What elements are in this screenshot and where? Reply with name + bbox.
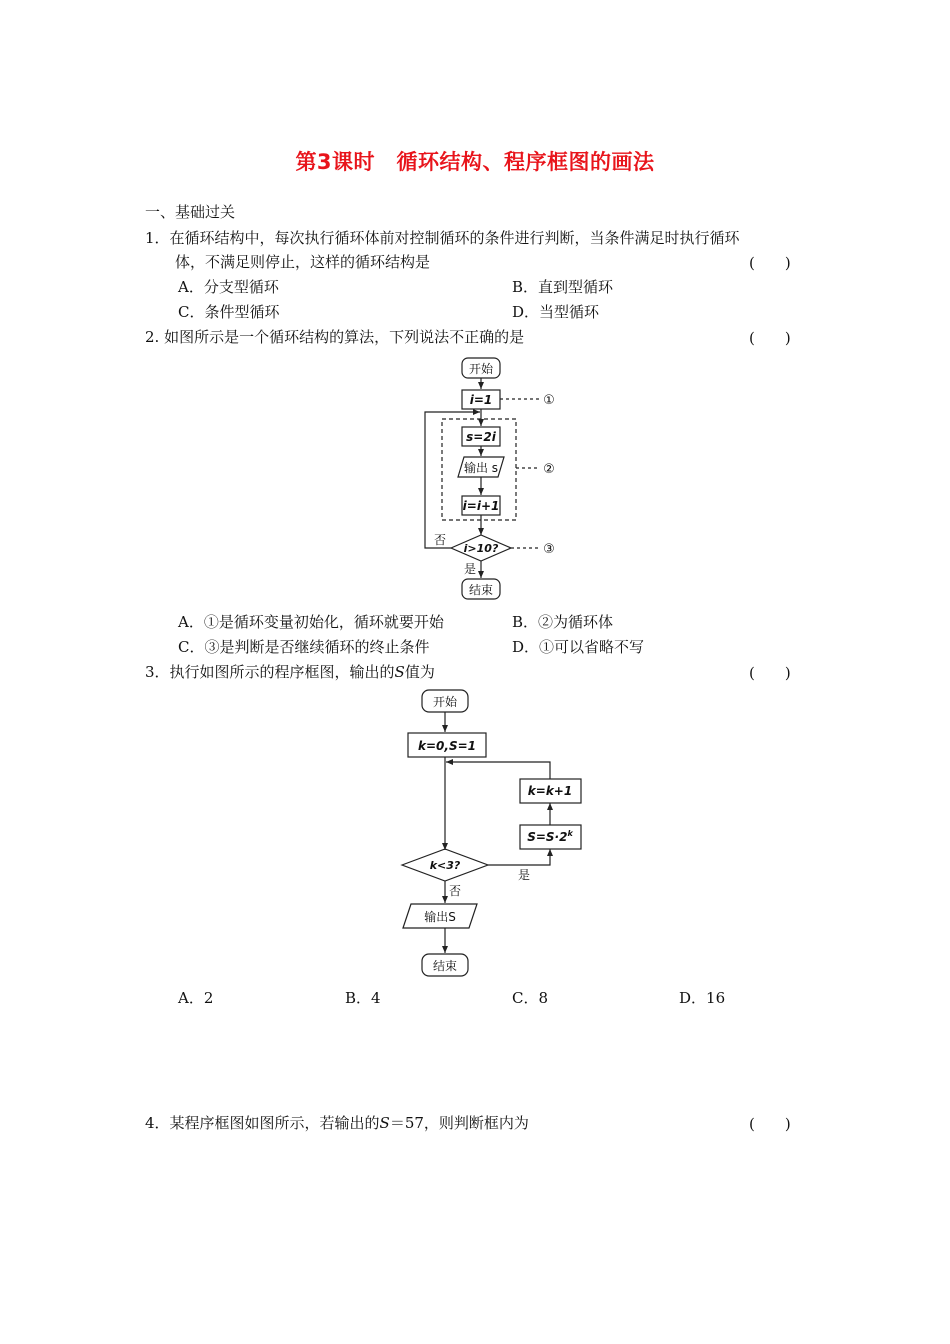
q3-cond-label: k<3? xyxy=(429,859,461,872)
q2-no-label: 否 xyxy=(433,533,447,547)
q3-update-k-label: k=k+1 xyxy=(527,784,573,798)
q4-var: S xyxy=(379,1114,390,1132)
q1-line1: 1．在循环结构中，每次执行循环体前对控制循环的条件进行判断，当条件满足时执行循环 xyxy=(145,229,740,247)
q3-var: S xyxy=(394,663,405,681)
q2-text: 2. 如图所示是一个循环结构的算法，下列说法不正确的是 xyxy=(145,328,525,346)
q3-option-d: D．16 xyxy=(679,989,726,1007)
q1-option-d: D．当型循环 xyxy=(512,303,600,321)
q3-option-a: A．2 xyxy=(178,989,214,1007)
q2-cond-label: i>10? xyxy=(463,542,499,555)
q2-body2-label: 输出 s xyxy=(463,461,499,475)
q3-end-label: 结束 xyxy=(432,959,458,973)
q3-answer-paren: ( ) xyxy=(749,664,791,682)
q3-no-label: 否 xyxy=(448,884,462,898)
q1-option-a: A．分支型循环 xyxy=(178,278,279,296)
q1-answer-paren: ( ) xyxy=(749,254,791,272)
q2-marker-1: ① xyxy=(543,393,555,408)
q3-start-label: 开始 xyxy=(432,695,458,709)
q2-option-c: C．③是判断是否继续循环的终止条件 xyxy=(178,638,430,656)
q1-line2: 体，不满足则停止，这样的循环结构是 xyxy=(175,253,431,271)
q3-update-s-label: $S=S\cdot 2^k$ xyxy=(527,829,573,844)
q3-init-label: k=0,S=1 xyxy=(418,739,476,753)
q3-option-b: B．4 xyxy=(345,989,381,1007)
q2-marker-3: ③ xyxy=(543,542,555,557)
q2-option-a: A．①是循环变量初始化，循环就要开始 xyxy=(178,613,444,631)
q2-body1-label: s=2i xyxy=(466,430,496,444)
q3-option-c: C．8 xyxy=(512,989,549,1007)
q2-init-label: i=1 xyxy=(469,393,493,407)
q3-yes-label: 是 xyxy=(517,868,531,882)
q2-option-b: B．②为循环体 xyxy=(512,613,614,631)
q2-option-d: D．①可以省略不写 xyxy=(512,638,645,656)
q2-answer-paren: ( ) xyxy=(749,329,791,347)
q3-output-label: 输出S xyxy=(424,910,456,924)
q1-option-c: C．条件型循环 xyxy=(178,303,280,321)
q2-body3-label: i=i+1 xyxy=(462,499,500,513)
q4-text: 4．某程序框图如图所示，若输出的S＝57，则判断框内为 xyxy=(145,1114,529,1132)
page-title: 第3课时 循环结构、程序框图的画法 xyxy=(295,150,655,174)
q2-start-label: 开始 xyxy=(468,362,494,376)
q2-marker-2: ② xyxy=(543,462,555,477)
q1-option-b: B．直到型循环 xyxy=(512,278,614,296)
section-heading: 一、基础过关 xyxy=(145,203,236,221)
q3-text: 3．执行如图所示的程序框图，输出的S值为 xyxy=(145,663,435,681)
q4-answer-paren: ( ) xyxy=(749,1115,791,1133)
q2-end-label: 结束 xyxy=(468,583,494,597)
q2-yes-label: 是 xyxy=(463,562,477,576)
